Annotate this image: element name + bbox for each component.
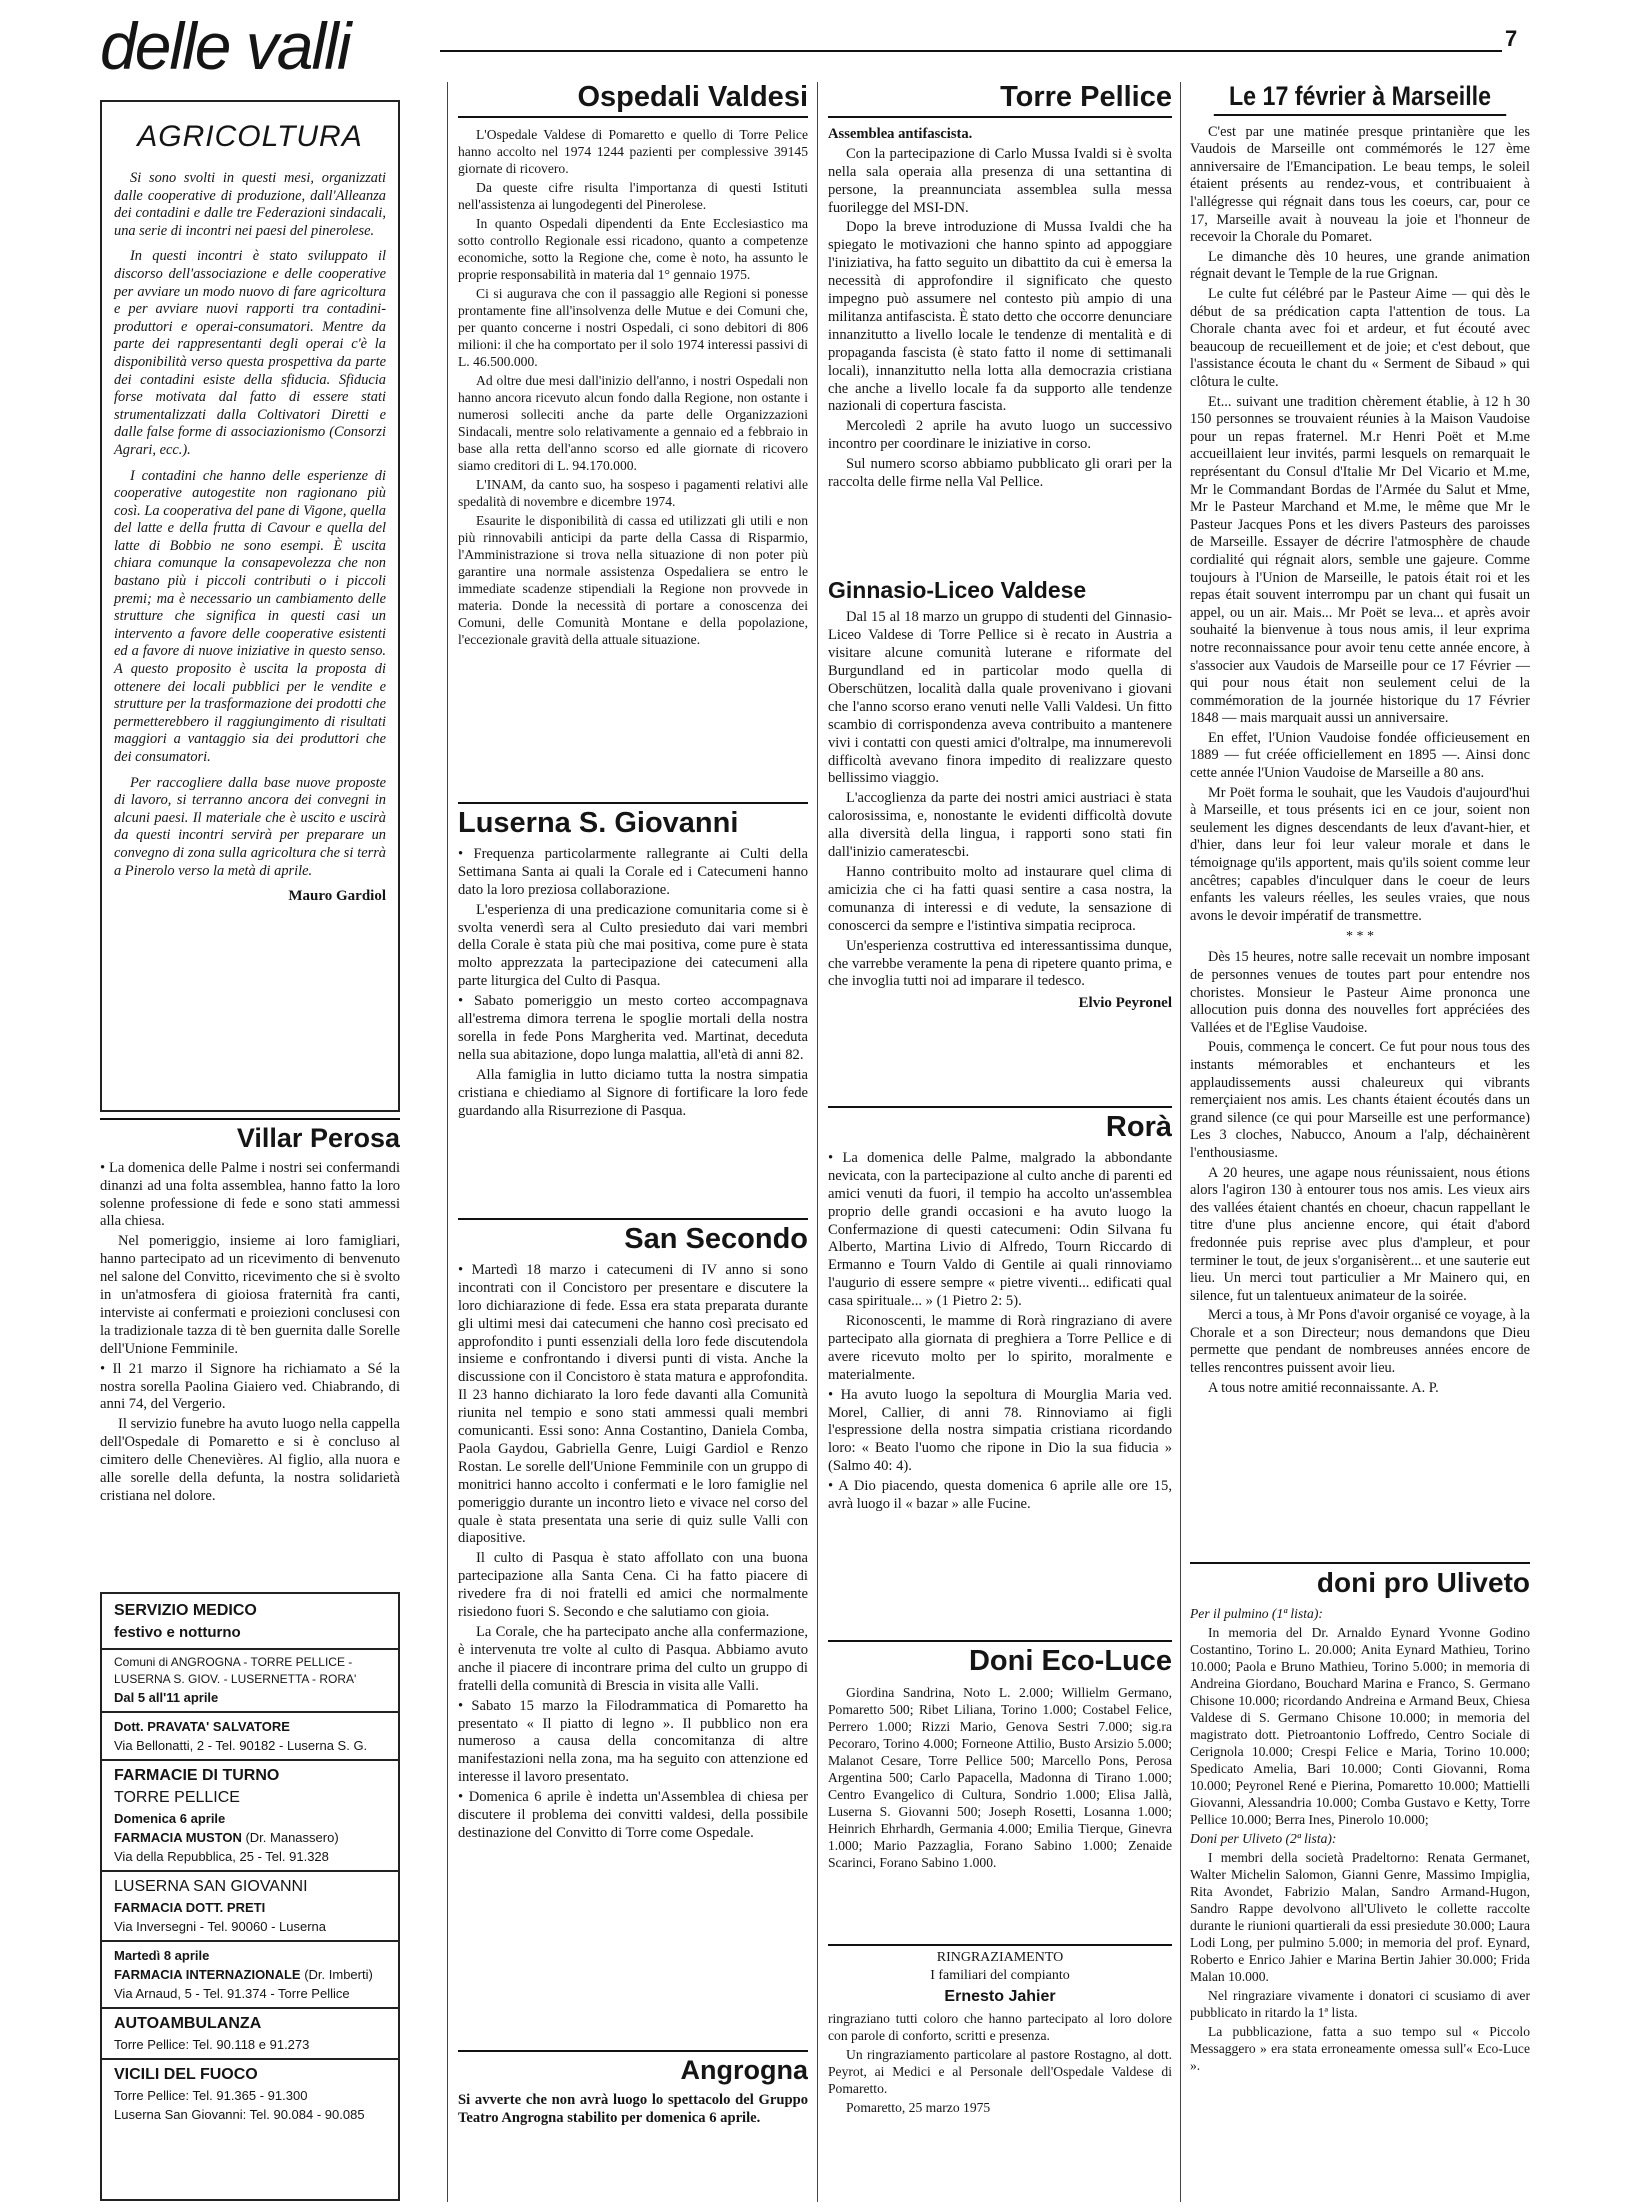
paragraph: • La domenica delle Palme, malgrado la abbondante nevicata, con la partecipazione al culto anche di parenti ed amici venuti da fuori, il tempio ha accolto un'assemblea proprio delle grandi occasioni e ha avuto luogo la Confermazione di questi catecumeni: Odin Silvana fu Alberto, Martina Livio di Alfredo, Tourn Riccardo di Ermanno e Tourn Valdo di Gentile ai quali rinnoviamo l'augurio di essere sempre « pietre viventi... edificati qual casa spirituale... » (1 Pietro 2: 5). (828, 1149, 1172, 1310)
section-title: San Secondo (458, 1218, 808, 1256)
divider (102, 2007, 398, 2009)
paragraph: Si avverte che non avrà luogo lo spettacolo del Gruppo Teatro Angrogna stabilito per domenica 6 aprile. (458, 2091, 808, 2126)
section-title: Ginnasio-Liceo Valdese (828, 578, 1087, 603)
notice-title: RINGRAZIAMENTO (828, 1944, 1172, 1966)
subheading: Assemblea antifascista. (828, 125, 973, 142)
section-title: Torre Pellice (828, 82, 1172, 118)
villar-perosa-article (100, 1118, 400, 1588)
paragraph: Sul numero scorso abbiamo pubblicato gli orari per la raccolta delle firme nella Val Pellice. (828, 456, 1172, 491)
paragraph: • Frequenza particolarmente rallegrante ai Culti della Settimana Santa ai quali la Corale ed i Catecumeni hanno dato la loro preziosa collaborazione. (458, 845, 808, 898)
paragraph: Merci a tous, à Mr Pons d'avoir organisé ce voyage, à la Chorale et a son Directeur; nous demandons que Dieu permette que pendant de nombreuses années encore de telles rencontres puissent avoir lieu. (1190, 1307, 1530, 1377)
notice-line: I familiari del compianto (930, 1968, 1070, 1983)
paragraph: In memoria del Dr. Arnaldo Eynard Yvonne Godino Costantino, Torino L. 20.000; Anita Eynard Mathieu, Torino 10.000; Paola e Bruno Mathieu, Torino 5.000; in memoria di Andreina Giordano, Bouchard Marina e Franco, S. Germano Chisone 10.000; ricordando Andreina e Armand Beux, Chiesa Valdese di S. Germano Chisone 10.000; in memoria del magistrato dott. Pietroantonio Loffredo, Centro Sociale di Cerignola 10.000; Crespi Felice e Maria, Torino 10.000; Spedicato Amelia, Bari 10.000; Conti Giovanni, Roma 10.000; Peyronel René e Pierina, Pomaretto 10.000; Mattielli Giovanni, Alessandria 10.000; Comba Gustavo e Ketty, Torre Pellice 10.000; Berra Ines, Pinerolo 10.000; (1190, 1624, 1530, 1827)
paragraph: Un ringraziamento particolare al pastore Rostagno, al dott. Peyrot, ai Medici e al Personale dell'Ospedale Valdese di Pomaretto. (828, 2046, 1172, 2096)
paragraph: L'Ospedale Valdese di Pomaretto e quello di Torre Pelice hanno accolto nel 1974 1244 pazienti per complessive 39145 giornate di ricovero. (458, 126, 808, 176)
box-title: SERVIZIO MEDICO (114, 1602, 257, 1619)
paragraph: • Sabato 15 marzo la Filodrammatica di Pomaretto ha presentato « Il piatto di legno ». Il pubblico non era numeroso a causa della concomitanza di altre manifestazioni nella zona, ma ha seguito con attenzione ed interesse il lavoro presentato. (458, 1697, 808, 1786)
paragraph: L'esperienza di una predicazione comunitaria come si è svolta venerdì sera al Culto presieduto dai vari membri della Corale è stata più che mai positiva, come pure è stata molto apprezzata la partecipazione dei catecumeni alla parte liturgica del Culto di Pasqua. (458, 901, 808, 990)
paragraph: Giordina Sandrina, Noto L. 2.000; Willielm Germano, Pomaretto 500; Ribet Liliana, Torino 1.000; Costabel Felice, Perrero 1.000; Rizzi Mario, Genova Sestri 7.000; sig.ra Pecoraro, Torino 4.000; Forneone Attilio, Busto Arsizio 5.000; Malanot Cesare, Torre Pellice 500; Marcello Pons, Perosa Argentina 500; Carlo Papacella, Madonna di Tirano 1.000; Centro Evangelico di Cultura, Sondrio 1.000; Elisa Jallà, Luserna S. Giovanni 500; Joseph Rosetti, Losanna 1.000; Heinrich Ehrhardh, Germania 4.000; Emilia Tierque, Ginevra 1.000; Mario Pazzaglia, Forano Sabino 1.000; Zenaide Scarinci, Forano Sabino 1.000. (828, 1684, 1172, 1870)
pharmacy-address: Via Arnaud, 5 - Tel. 91.374 - Torre Pellice (114, 1986, 350, 2001)
pharmacy-address: Via della Repubblica, 25 - Tel. 91.328 (114, 1849, 329, 1864)
section-title: Luserna S. Giovanni (458, 802, 808, 840)
comuni-list: Comuni di ANGROGNA - TORRE PELLICE - LUSERNA S. GIOV. - LUSERNETTA - RORA' (114, 1655, 357, 1686)
angrogna-article (458, 2050, 808, 2200)
article-title: AGRICOLTURA (137, 120, 363, 153)
paragraph: Con la partecipazione di Carlo Mussa Ivaldi si è svolta nella sala operaia alla presenza di una settantina di persone, la preannunciata assemblea sulla messa fuorilegge del MSI-DN. (828, 145, 1172, 216)
divider (102, 1870, 398, 1872)
divider (102, 1759, 398, 1761)
san-secondo-article (458, 1218, 808, 2048)
paragraph: Il servizio funebre ha avuto luogo nella cappella dell'Ospedale di Pomaretto e si è concluso al cimitero delle Chenevières. Al figlio, alla nuora e alle sorelle della defunta, la nostra solidarietà cristiana nel dolore. (100, 1416, 400, 1504)
column-divider (817, 82, 818, 2202)
date-range: Dal 5 all'11 aprile (114, 1690, 219, 1705)
doctor-address: Via Bellonatti, 2 - Tel. 90182 - Luserna S. G. (114, 1738, 368, 1753)
town-name: TORRE PELLICE (114, 1789, 240, 1806)
paragraph: In questi incontri è stato sviluppato il discorso dell'associazione e delle cooperative per avviare un modo nuovo di fare agricoltura e per avviare nuovi rapporti tra contadini-produttori e operai-consumatori. Mentre da parte dei rappresentanti degli operai c'è la disponibilità verso questa prospettiva da parte dei contadini esiste della sfiducia. Sfiducia forse motivata dal fatto di essere stati strumentalizzati dalla Coltivatori Diretti e dalle false forme di associazionismo (Consorzi Agrari, ecc.). (114, 248, 386, 458)
paragraph: L'INAM, da canto suo, ha sospeso i pagamenti relativi alle spedalità di novembre e dicembre 1974. (458, 476, 808, 509)
date-label: Martedì 8 aprile (114, 1948, 210, 1963)
pharmacy-name: FARMACIA MUSTON (114, 1830, 242, 1845)
paragraph: Nel pomeriggio, insieme ai loro famigliari, hanno partecipato ad un ricevimento di benvenuto nel salone del Convitto, ricevimento che si è svolto in un'atmosfera di gioiosa fraternità fra canti, interviste ai confermati e proiezioni conclusesi con la tradizionale tazza di tè ben guernita dalle Sorelle dell'Unione Femminile. (100, 1233, 400, 1357)
pharmacy-address: Via Inversegni - Tel. 90060 - Luserna (114, 1919, 326, 1934)
section-title: Angrogna (458, 2050, 808, 2086)
section-title: Rorà (828, 1106, 1172, 1144)
ginnasio-article (828, 578, 1172, 1098)
subheading: Per il pulmino (1ª lista): (1190, 1605, 1323, 1621)
servizio-medico-box (100, 1592, 400, 2201)
paragraph: Dopo la breve introduzione di Mussa Ivaldi che ha spiegato le motivazioni che hanno spinto ad appoggiare l'iniziativa, ha fatto seguito un dibattito da cui è emersa la necessità di approfondire il significato che questo impegno può assumere nel contesto più ampio di una militanza antifascista. È stato detto che occorre denunciare innanzitutto a livello locale le tendenze di mentalità e di propaganda fascista (è stato fatto il nome di settimanali locali), innanzitutto nella lotta alla democrazia cristiana che anche a livello locale fa da supporto alle tendenze nazionali di copertura fascista. (828, 219, 1172, 415)
paragraph: A tous notre amitié reconnaissante. A. P. (1208, 1379, 1439, 1396)
paragraph: Il culto di Pasqua è stato affollato con una buona partecipazione alla Santa Cena. Ci ha fatto piacere di rivedere fra di noi fratelli ed amici che normalmente risiedono fuori S. Secondo e che salutiamo con gioia. (458, 1550, 808, 1621)
paragraph: L'accoglienza da parte dei nostri amici austriaci è stata calorosissima, e, nonostante le evidenti difficoltà dovute alla diversità della lingua, i rapporti sono stati fin dall'inizio cameratescbi. (828, 790, 1172, 861)
paragraph: Mercoledì 2 aprile ha avuto luogo un successivo incontro per coordinare le iniziative in corso. (828, 418, 1172, 453)
rora-article (828, 1106, 1172, 1642)
paragraph: C'est par une matinée presque printanière que les Vaudois de Marseille ont commémorés le 127 ème anniversaire de l'Emancipation. Le beau temps, le soleil étaient présents au rendez-vous, et contribuaient à l'allégresse qui régnait dans tous les coeurs, car, pour ce 17, Marseille avait à nouveau la joie et l'honneur de recevoir la Chorale du Pomaret. (1190, 123, 1530, 246)
paragraph: In quanto Ospedali dipendenti da Ente Ecclesiastico ma sotto controllo Regionale essi ricadono, quanto a competenze economiche, sotto la Regione che, come è noto, ha assunto le proprie responsabilità in materia dal 1° gennaio 1975. (458, 215, 808, 282)
agricoltura-article (100, 100, 400, 1112)
ringraziamento-notice (828, 1944, 1172, 2202)
paragraph: Un'esperienza costruttiva ed interessantissima dunque, che varrebbe veramente la pena di ripetere quanto prima, e che invoglia tutti noi ad imparare il tedesco. (828, 937, 1172, 990)
paragraph: Alla famiglia in lutto diciamo tutta la nostra simpatia cristiana e chiediamo al Signore di fortificare la loro fede guardando alla Risurrezione di Pasqua. (458, 1066, 808, 1119)
box-title: AUTOAMBULANZA (114, 2015, 262, 2032)
paragraph: La Corale, che ha partecipato anche alla confermazione, è intervenuta tre volte al culto di Pasqua. Abbiamo avuto anche il piacere di incontrare prima del culto un gruppo di fratelli della comunità di Brescia in visita alle Valli. (458, 1624, 808, 1694)
torre-pellice-article (828, 82, 1172, 572)
paragraph: • Sabato pomeriggio un mesto corteo accompagnava all'estrema dimora terrena le spoglie mortali della nostra sorella in fede Pons Margherita ved. Martinat, deceduta nella sua abitazione, dopo lunga malattia, all'età di anni 82. (458, 993, 808, 1063)
paragraph: Nel ringraziare vivamente i donatori ci scusiamo di aver pubblicato in ritardo la 1ª lista. (1190, 1987, 1530, 2020)
section-title: Ospedali Valdesi (458, 82, 808, 118)
paragraph: Riconoscenti, le mamme di Rorà ringraziano di avere partecipato alla giornata di preghiera a Torre Pellice e di avere ricevuto molto per lo spirito, moralmente e materialmente. (828, 1313, 1172, 1383)
doni-eco-luce-article (828, 1640, 1172, 1940)
paragraph: A 20 heures, une agape nous réunissaient, nous étions alors l'agiron 130 à entourer tous nos amis. Les vieux airs des vallées étaient chantés en choeur, chacun rappellant le titre d'une plus ancienne encore, qui était d'abord fredonnée puis reprise avec plus d'ampleur, et pour terminer le tout, de jeux s'organisèrent... et une sauterie eut lieu. Un merci tout particulier a Mr Mainero qui, en silence, fut un talentueux animateur de la soirée. (1190, 1164, 1530, 1304)
paragraph: En effet, l'Union Vaudoise fondée officieusement en 1889 — fut créée officiellement en 1895 —. Ainsi donc cette année l'Union Vaudoise de Marseille a 80 ans. (1190, 729, 1530, 782)
paragraph: I membri della società Pradeltorno: Renata Germanet, Walter Michelin Salomon, Gianni Genre, Massimo Impiglia, Rita Avondet, Fabrizio Malan, Sandro Armand-Hugon, Sandro Rappe devolvono all'Uliveto le collette raccolte durante le riunioni quartierali da essi presiedute 30.000; Laura Lodi Long, per pulmino 5.000; in memoria del prof. Eynard, Roberto e Enrico Jahier e Marina Bertin Jahier 30.000; Frida Malan 10.000. (1190, 1849, 1530, 1984)
paragraph: Mr Poët forma le souhait, que les Vaudois d'aujourd'hui à Marseille, et tous présents ici en ce jour, soient non seulement les dignes descendants de leux d'avant-hier, et d'hier, dans leur foi leur valeur morale et dans le témoignage qu'ils apportent, mais qu'ils soient comme leur ancêtres; capables d'inculquer dans le coeur de leurs enfants les valeurs réelles, les seules vraies, que nous avons le devoir impératif de transmettre. (1190, 784, 1530, 924)
uliveto-article (1190, 1562, 1530, 2202)
author-signature: Mauro Gardiol (288, 888, 386, 905)
column-divider (1180, 82, 1181, 2202)
divider (102, 1711, 398, 1713)
paragraph: Da queste cifre risulta l'importanza di questi Istituti nell'assistenza ai lungodegenti del Pinerolese. (458, 179, 808, 212)
paragraph: • Ha avuto luogo la sepoltura di Mourglia Maria ved. Morel, Callier, di anni 78. Rinnoviamo ai figli l'espressione della nostra simpatia cristiana ricordando loro: « Beato l'uomo che ripone in Dio la sua fiducia » (Salmo 40: 4). (828, 1386, 1172, 1475)
paragraph: Dal 15 al 18 marzo un gruppo di studenti del Ginnasio-Liceo Valdese di Torre Pellice si è recato in Austria a visitare alcune comunità luterane e riformate del Burgundland ed in particolar modo quella di Oberschützen, località dalla quale provenivano i giovani che l'anno scorso erano venuti nelle Valli Valdesi. Un fitto scambio di corrispondenza aveva contribuito a mantenere vivi i contatti con questi amici d'oltralpe, ma innumerevoli difficoltà avevano finora impedito di realizzare questo bellissimo viaggio. (828, 609, 1172, 787)
section-title: doni pro Uliveto (1190, 1562, 1530, 1599)
phone-line: Torre Pellice: Tel. 91.365 - 91.300 (114, 2088, 308, 2103)
paragraph: Per raccogliere dalla base nuove proposte di lavoro, si terranno ancora dei convegni in alcuni paesi. Il materiale che è uscito e uscirà da questi incontri servirà per preparare un convegno di zona sulla agricoltura che si terrà a Pinerolo verso la metà di aprile. (114, 774, 386, 879)
divider (102, 1940, 398, 1942)
paragraph: • Il 21 marzo il Signore ha richiamato a Sé la nostra sorella Paolina Giaiero ved. Chiabrando, di anni 74, del Vergerio. (100, 1360, 400, 1413)
paragraph: ringraziano tutti coloro che hanno partecipato al loro dolore con parole di conforto, scritti e presenza. (828, 2010, 1172, 2043)
page-number: 7 (1505, 26, 1518, 51)
paragraph: Et... suivant une tradition chèrement établie, à 12 h 30 150 personnes se trouvaient réunies à la Maison Vaudoise pour un repas fraternel. M.r Henri Poët et M.me accueillaient leur invités, parmi lesquels on remarquait le représentant du Consul d'Italie Mr Del Vicario et M.me, Mr le Commandant Bordas de l'Armée du Salut et Mme, Mr le Pasteur Marchand et M.me, le même que Mr le Pasteur Jacques Pons et les divers Pasteurs des paroisses de Marseille. Essayer de décrire l'atmosphère de chaude cordialité qui régnait alors, semble une gajeure. Comme toujours à l'Union de Marseille, le patois était roi et les repas était souvent interrompu par un chant qui fusait un appel, ou un air. Mais... Mr Poët se leva... et après avoir souhaité la bienvenue à tous nous amis, il leur exprima notre reconnaissance pour avoir tenu cette année encore, à s'associer aux Vaudois de Marseille pour ce 17 Février — qui pour nous était non seulement celui de la commémoration de la journée historique du 17 Février 1848 — mais marquait aussi un anniversaire. (1190, 393, 1530, 727)
paragraph: • Martedì 18 marzo i catecumeni di IV anno si sono incontrati con il Concistoro per presentare e discutere la loro dichiarazione di fede. Essa era stata preparata durante gli ultimi mesi dai catecumeni che hanno così precisato ed approfondito i punti essenziali della loro fede discutendola insieme e confrontando i diversi punti di vista. Anche la discussione con il Concistoro è stata matura e approfondita. Il 23 hanno dichiarato la loro fede davanti alla Comunità riunita nel tempio e sono stati ammessi quali membri comunicanti. Essi sono: Anna Costantino, Daniela Comba, Paola Gaydou, Gabriella Genre, Luigi Gardiol e Renzo Rostan. Le sorelle dell'Unione Femminile con un gruppo di monitrici hanno accolto i confermati e le loro famiglie nel pomeriggio durante un incontro lieto e vivace nel corso del quale è stata presentata una serie di quiz sulle Valli con diapositive. (458, 1261, 808, 1547)
marseille-article (1190, 82, 1530, 1560)
phone-line: Luserna San Giovanni: Tel. 90.084 - 90.085 (114, 2107, 365, 2122)
date-label: Domenica 6 aprile (114, 1811, 226, 1826)
town-name: LUSERNA SAN GIOVANNI (114, 1878, 308, 1895)
paragraph: Pouis, commença le concert. Ce fut pour nous tous des instants mémorables et enchanteurs et les applaudissements aussi chaleureux qui vibrants remerçiaient nos amis. Les chants étaient écoutés dans un grand silence (ce qui pour Marseille est une performance) Les 3 cloches, Nabucco, Anoum a l'alp, déchainèrent l'enthousiasme. (1190, 1039, 1530, 1161)
paragraph: • A Dio piacendo, questa domenica 6 aprile alle ore 15, avrà luogo il « bazar » alle Fucine. (828, 1478, 1172, 1513)
paragraph: • Domenica 6 aprile è indetta un'Assemblea di chiesa per discutere il problema dei convitti valdesi, della possibile destinazione del Convitto di Torre come Ospedale. (458, 1789, 808, 1841)
pharmacy-doctor: (Dr. Manassero) (245, 1830, 339, 1845)
column-divider (447, 82, 448, 2202)
section-title: Le 17 février à Marseille (1214, 82, 1506, 116)
paragraph: Si sono svolti in questi mesi, organizzati dalle cooperative di produzione, dall'Alleanza dei contadini e dalle tre Federazioni sindacali, una serie di incontri nei paesi del pinerolese. (114, 170, 386, 239)
subheading: Doni per Uliveto (2ª lista): (1190, 1830, 1337, 1846)
paragraph: Le dimanche dès 10 heures, une grande animation régnait devant le Temple de la rue Grignan. (1190, 248, 1530, 283)
paragraph: Ci si augurava che con il passaggio alle Regioni si ponesse prontamente fine all'insolvenza delle Mutue e dei Comuni che, per quanto concerne i nostri Ospedali, ci sono debitori di 806 milioni: il che ha comportato per il solo 1974 interessi passivi di L. 46.500.000. (458, 285, 808, 369)
paragraph: La pubblicazione, fatta a suo tempo sul « Piccolo Messaggero » era stata erroneamente omessa sull'« Eco-Luce ». (1190, 2023, 1530, 2073)
paragraph: Hanno contribuito molto ad instaurare quel clima di amicizia che ci ha fatti quasi sentire a casa nostra, la comunanza di interessi e di vedute, la sensazione di conoscerci da sempre e l'istintiva simpatia reciproca. (828, 863, 1172, 934)
section-separator: * * * (1346, 929, 1374, 945)
paragraph: • La domenica delle Palme i nostri sei confermandi dinanzi ad una folta assemblea, hanno fatto la loro solenne professione di fede e sono stati ammessi alla chiesa. (100, 1159, 400, 1230)
doctor-name: Dott. PRAVATA' SALVATORE (114, 1719, 290, 1734)
place-date: Pomaretto, 25 marzo 1975 (846, 2099, 991, 2115)
paragraph: Le culte fut célébré par le Pasteur Aime — qui dès le début de sa prédication capta l'attention de tous. La Chorale chanta avec foi et ardeur, et fut écouté avec beaucoup de recueillement et de joie; et c'est debout, que l'assistance écouta le chant du « Serment de Sibaud » qui clôtura le culte. (1190, 286, 1530, 390)
box-title: FARMACIE DI TURNO (114, 1767, 280, 1784)
divider (102, 2058, 398, 2060)
pharmacy-doctor: (Dr. Imberti) (304, 1967, 373, 1982)
section-title: Doni Eco-Luce (828, 1640, 1172, 1678)
section-title: Villar Perosa (100, 1118, 400, 1154)
deceased-name: Ernesto Jahier (944, 1988, 1056, 2005)
pharmacy-name: FARMACIA DOTT. PRETI (114, 1900, 266, 1915)
ospedali-article (458, 82, 808, 800)
author-signature: Elvio Peyronel (1078, 995, 1172, 1012)
paragraph: Ad oltre due mesi dall'inizio dell'anno, i nostri Ospedali non hanno ancora ricevuto alcun fondo dalla Regione, non ostante i numerosi solleciti anche da parte delle Organizzazioni Sindacali, mentre solo relativamente a gennaio ed a febbraio in base alla retta dell'anno scorso ed alle giornate di ricovero siamo creditori di L. 94.170.000. (458, 372, 808, 473)
pharmacy-name: FARMACIA INTERNAZIONALE (114, 1967, 301, 1982)
phone-line: Torre Pellice: Tel. 90.118 e 91.273 (114, 2037, 310, 2052)
paragraph: Dès 15 heures, notre salle recevait un nombre imposant de personnes venues de toutes part pour entendre nos choristes. Monsieur le Pasteur Aime prononca une allocution puis donna des nouvelles fort appréciées des Vallées et de l'Eglise Vaudoise. (1190, 949, 1530, 1036)
luserna-article (458, 802, 808, 1212)
masthead: delle valli (100, 9, 350, 83)
box-subtitle: festivo e notturno (114, 1624, 241, 1641)
paragraph: Esaurite le disponibilità di cassa ed utilizzati gli utili e non più rinnovabili anticipi da parte della Cassa di Risparmio, l'Amministrazione si trova nella situazione di non poter più garantire una normale assistenza Ospedaliera se entro le immediate scadenze stipendiali la Regione non provvede in materia. Donde la necessità di portare a conoscenza dei Comuni, delle Comunità Montane e della popolazione, l'eccezionale gravità della attuale situazione. (458, 512, 808, 647)
divider (102, 1648, 398, 1650)
box-title: VICILI DEL FUOCO (114, 2066, 258, 2083)
paragraph: I contadini che hanno delle esperienze di cooperative autogestite non ragionano più così. La cooperativa del pane di Vigone, quella del latte e della frutta di Cavour e quella del latte di Bobbio ne sono esempi. È uscita chiara comunque la consapevolezza che non bastano più i piccoli contributi o i piccoli premi; ma è necessario un cambiamento delle strutture che significa in questi casi un intervento a favore delle cooperative esistenti ed a favore di nuove iniziative in questo senso. A questo proposito è uscita la proposta di ottenere dei locali pubblici per le vendite e strutture per la trasformazione dei prodotti che permetterebbero il raggiungimento di risultati maggiori a vantaggio sia dei produttori che dei consumatori. (114, 467, 386, 765)
header-rule (440, 50, 1502, 52)
